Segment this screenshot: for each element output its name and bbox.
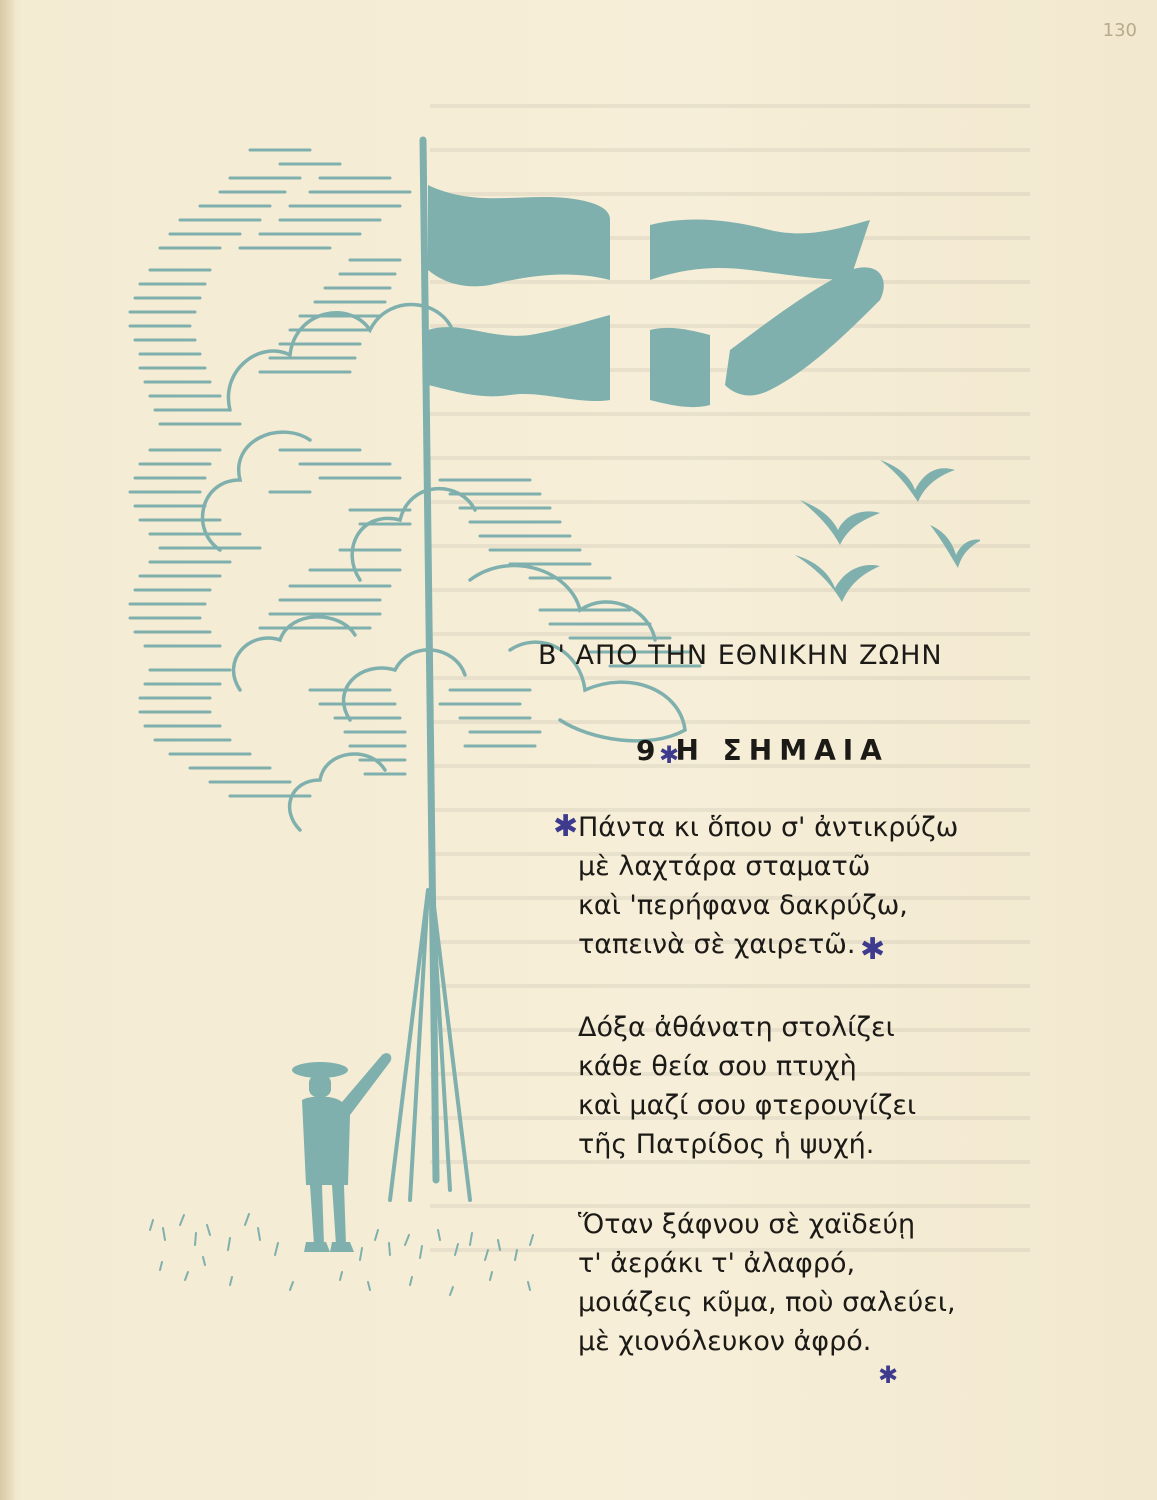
- verse-line: μοιάζεις κῦμα, ποὺ σαλεύει,: [578, 1287, 956, 1318]
- poem-number: 9: [636, 734, 656, 767]
- verse-line: Πάντα κι ὅπου σ' ἀντικρύζω: [578, 812, 959, 843]
- verse-line: μὲ χιονόλευκον ἀφρό.: [578, 1326, 872, 1357]
- section-heading: Β' ΑΠΟ ΤΗΝ ΕΘΝΙΚΗΝ ΖΩΗΝ: [538, 640, 943, 671]
- sky-hatching: [130, 150, 700, 796]
- poem-title-text: Η ΣΗΜΑΙΑ: [675, 734, 889, 767]
- annotation-star-icon: ✱: [878, 1361, 899, 1389]
- stanza-3: [578, 1205, 956, 1361]
- flagpole: [390, 140, 470, 1200]
- verse-line: καὶ 'περήφανα δακρύζω,: [578, 890, 908, 921]
- verse-line: μὲ λαχτάρα σταματῶ: [578, 851, 871, 882]
- verse-line: Δόξα ἀθάνατη στολίζει: [578, 1012, 895, 1043]
- annotation-star-icon: ✱: [860, 932, 886, 967]
- flag-icon: [428, 185, 884, 407]
- stanza-1: [578, 808, 959, 967]
- verse-line: καὶ μαζί σου φτερουγίζει: [578, 1090, 917, 1121]
- verse-line: τῆς Πατρίδος ἡ ψυχή.: [578, 1129, 875, 1160]
- bird-icon: [795, 460, 980, 602]
- verse-line: ταπεινὰ σὲ χαιρετῶ.: [578, 929, 856, 960]
- verse-line: Ὅταν ξάφνου σὲ χαϊδεύῃ: [578, 1209, 916, 1240]
- page-number: 130: [1102, 20, 1137, 41]
- verse-line: κάθε θεία σου πτυχὴ: [578, 1051, 857, 1082]
- annotation-star-icon: ✱: [553, 809, 579, 844]
- annotation-star-icon: ✱: [659, 741, 680, 769]
- verse-line: τ' ἀεράκι τ' ἀλαφρό,: [578, 1248, 856, 1279]
- page-spine: [0, 0, 14, 1500]
- stanza-2: [578, 1008, 916, 1164]
- scout-figure: [292, 1053, 391, 1252]
